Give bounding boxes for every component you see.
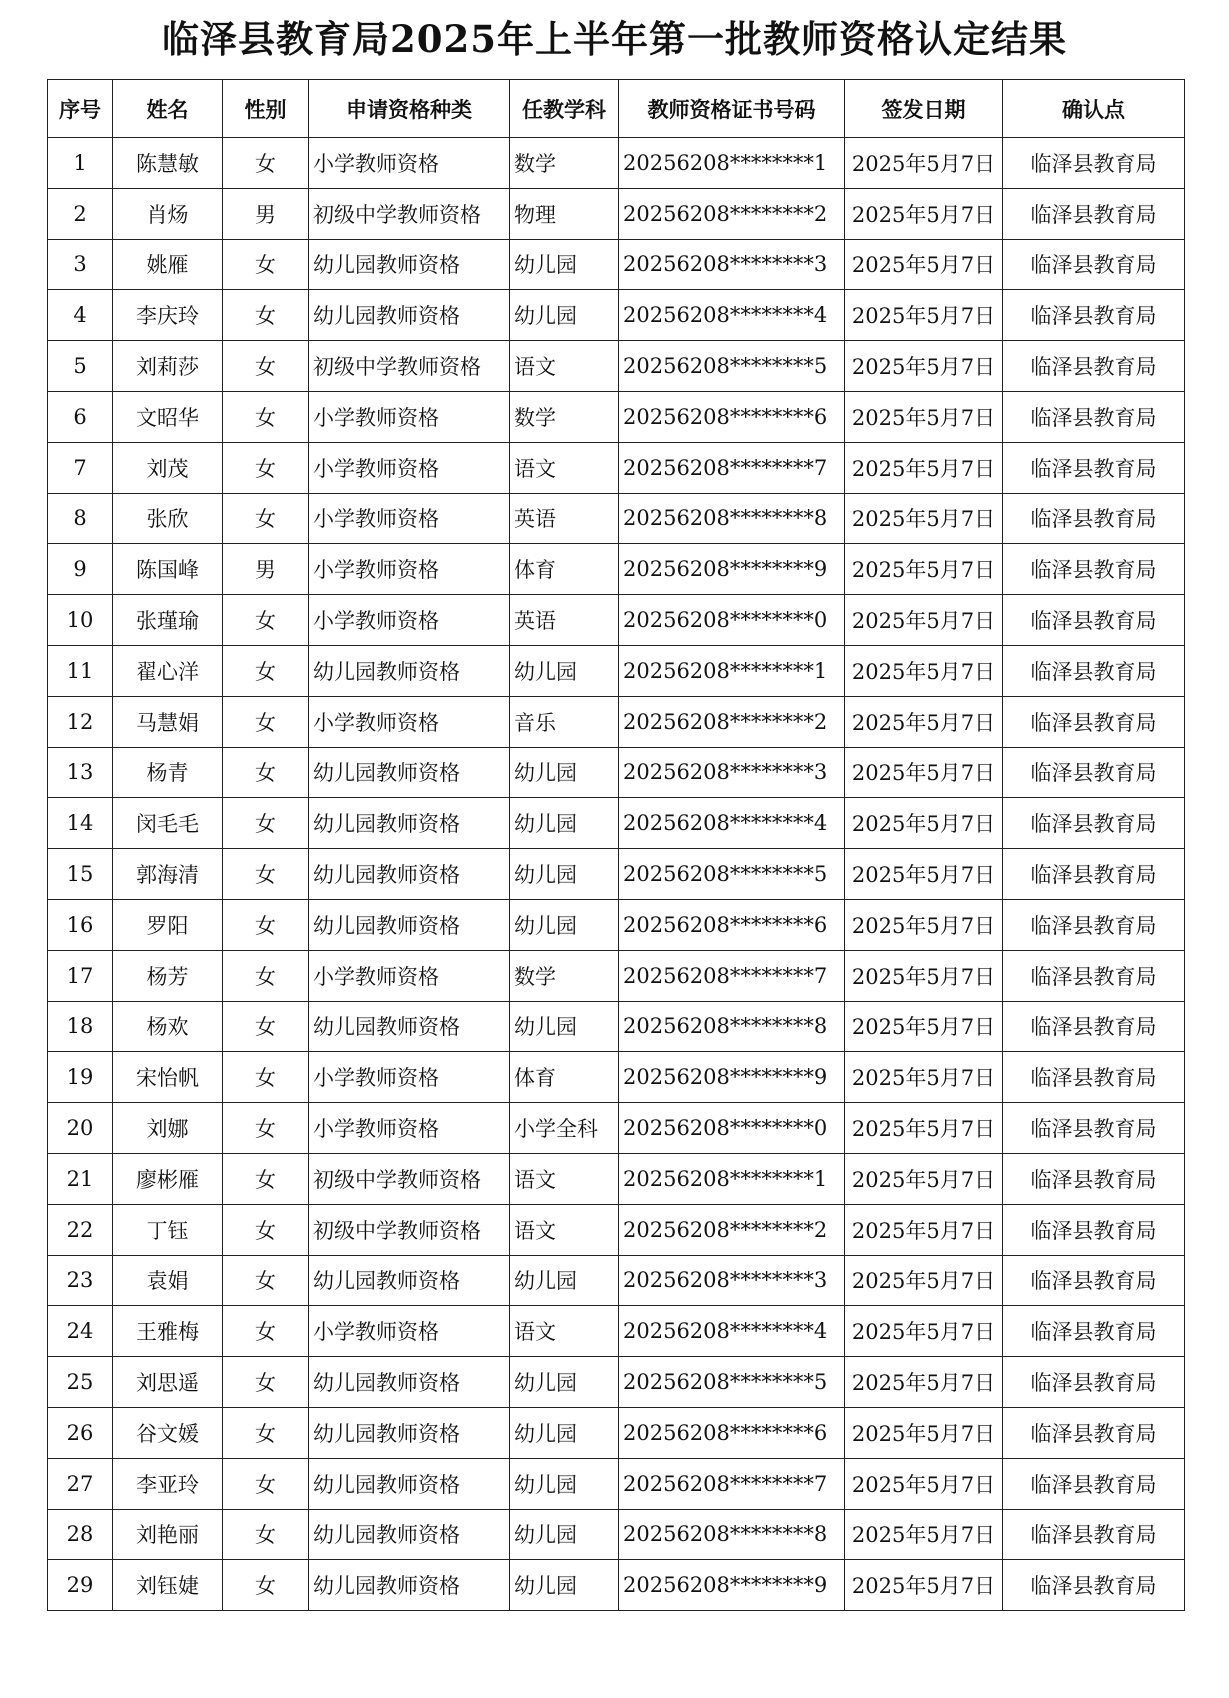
gender-cell: 男	[223, 544, 309, 595]
gender-cell: 女	[223, 1407, 309, 1458]
certificate-number-cell: 20256208********9	[619, 1560, 845, 1611]
column-header-issue-date: 签发日期	[845, 80, 1003, 138]
table-header	[48, 80, 1185, 138]
certificate-number-cell: 20256208********6	[619, 899, 845, 950]
index-cell: 8	[48, 493, 113, 544]
name-cell: 马慧娟	[113, 696, 223, 747]
confirmation-office-cell: 临泽县教育局	[1003, 1204, 1185, 1255]
gender-cell: 女	[223, 950, 309, 1001]
table-row	[48, 1560, 1185, 1611]
subject-cell: 幼儿园	[510, 645, 619, 696]
issue-date-cell: 2025年5月7日	[845, 188, 1003, 239]
name-cell: 刘思遥	[113, 1357, 223, 1408]
subject-cell: 幼儿园	[510, 290, 619, 341]
certificate-number-cell: 20256208********8	[619, 493, 845, 544]
confirmation-office-cell: 临泽县教育局	[1003, 747, 1185, 798]
results-table	[47, 79, 1185, 1611]
qualification-type-cell: 幼儿园教师资格	[309, 1509, 510, 1560]
issue-date-cell: 2025年5月7日	[845, 899, 1003, 950]
name-cell: 郭海清	[113, 849, 223, 900]
certificate-number-cell: 20256208********5	[619, 1357, 845, 1408]
index-cell: 11	[48, 645, 113, 696]
qualification-type-cell: 幼儿园教师资格	[309, 290, 510, 341]
confirmation-office-cell: 临泽县教育局	[1003, 1001, 1185, 1052]
index-cell: 6	[48, 391, 113, 442]
index-cell: 18	[48, 1001, 113, 1052]
gender-cell: 女	[223, 1204, 309, 1255]
column-header-index: 序号	[48, 80, 113, 138]
subject-cell: 小学全科	[510, 1103, 619, 1154]
confirmation-office-cell: 临泽县教育局	[1003, 1255, 1185, 1306]
certificate-number-cell: 20256208********7	[619, 442, 845, 493]
table-row	[48, 1407, 1185, 1458]
name-cell: 谷文媛	[113, 1407, 223, 1458]
gender-cell: 女	[223, 341, 309, 392]
qualification-type-cell: 幼儿园教师资格	[309, 1357, 510, 1408]
column-header-qualification-type: 申请资格种类	[309, 80, 510, 138]
index-cell: 9	[48, 544, 113, 595]
gender-cell: 女	[223, 645, 309, 696]
name-cell: 张瑾瑜	[113, 595, 223, 646]
confirmation-office-cell: 临泽县教育局	[1003, 1103, 1185, 1154]
subject-cell: 幼儿园	[510, 1560, 619, 1611]
index-cell: 22	[48, 1204, 113, 1255]
name-cell: 杨欢	[113, 1001, 223, 1052]
table-row	[48, 1001, 1185, 1052]
issue-date-cell: 2025年5月7日	[845, 1001, 1003, 1052]
gender-cell: 女	[223, 595, 309, 646]
confirmation-office-cell: 临泽县教育局	[1003, 1357, 1185, 1408]
certificate-number-cell: 20256208********0	[619, 595, 845, 646]
index-cell: 17	[48, 950, 113, 1001]
subject-cell: 语文	[510, 1204, 619, 1255]
issue-date-cell: 2025年5月7日	[845, 290, 1003, 341]
qualification-type-cell: 小学教师资格	[309, 950, 510, 1001]
gender-cell: 女	[223, 1357, 309, 1408]
table-row	[48, 391, 1185, 442]
issue-date-cell: 2025年5月7日	[845, 1153, 1003, 1204]
issue-date-cell: 2025年5月7日	[845, 1357, 1003, 1408]
gender-cell: 女	[223, 1255, 309, 1306]
certificate-number-cell: 20256208********1	[619, 1153, 845, 1204]
subject-cell: 幼儿园	[510, 747, 619, 798]
gender-cell: 女	[223, 1509, 309, 1560]
table-row	[48, 747, 1185, 798]
confirmation-office-cell: 临泽县教育局	[1003, 391, 1185, 442]
index-cell: 5	[48, 341, 113, 392]
subject-cell: 幼儿园	[510, 849, 619, 900]
name-cell: 肖炀	[113, 188, 223, 239]
table-body	[48, 138, 1185, 1611]
issue-date-cell: 2025年5月7日	[845, 442, 1003, 493]
issue-date-cell: 2025年5月7日	[845, 138, 1003, 189]
index-cell: 19	[48, 1052, 113, 1103]
subject-cell: 幼儿园	[510, 1357, 619, 1408]
confirmation-office-cell: 临泽县教育局	[1003, 138, 1185, 189]
table-row	[48, 290, 1185, 341]
certificate-number-cell: 20256208********0	[619, 1103, 845, 1154]
name-cell: 王雅梅	[113, 1306, 223, 1357]
subject-cell: 英语	[510, 595, 619, 646]
certificate-number-cell: 20256208********2	[619, 696, 845, 747]
confirmation-office-cell: 临泽县教育局	[1003, 1407, 1185, 1458]
certificate-number-cell: 20256208********3	[619, 747, 845, 798]
name-cell: 陈慧敏	[113, 138, 223, 189]
qualification-type-cell: 初级中学教师资格	[309, 1204, 510, 1255]
certificate-number-cell: 20256208********8	[619, 1509, 845, 1560]
qualification-type-cell: 小学教师资格	[309, 1103, 510, 1154]
subject-cell: 数学	[510, 950, 619, 1001]
confirmation-office-cell: 临泽县教育局	[1003, 239, 1185, 290]
issue-date-cell: 2025年5月7日	[845, 1509, 1003, 1560]
table-row	[48, 1052, 1185, 1103]
index-cell: 29	[48, 1560, 113, 1611]
gender-cell: 女	[223, 696, 309, 747]
name-cell: 翟心洋	[113, 645, 223, 696]
table-row	[48, 1458, 1185, 1509]
table-row	[48, 798, 1185, 849]
subject-cell: 幼儿园	[510, 239, 619, 290]
confirmation-office-cell: 临泽县教育局	[1003, 645, 1185, 696]
issue-date-cell: 2025年5月7日	[845, 798, 1003, 849]
gender-cell: 女	[223, 1103, 309, 1154]
table-row	[48, 493, 1185, 544]
gender-cell: 女	[223, 391, 309, 442]
table-row	[48, 188, 1185, 239]
index-cell: 1	[48, 138, 113, 189]
index-cell: 14	[48, 798, 113, 849]
certificate-number-cell: 20256208********5	[619, 849, 845, 900]
qualification-type-cell: 幼儿园教师资格	[309, 1458, 510, 1509]
column-header-subject: 任教学科	[510, 80, 619, 138]
gender-cell: 女	[223, 899, 309, 950]
confirmation-office-cell: 临泽县教育局	[1003, 1509, 1185, 1560]
issue-date-cell: 2025年5月7日	[845, 849, 1003, 900]
confirmation-office-cell: 临泽县教育局	[1003, 1052, 1185, 1103]
name-cell: 刘莉莎	[113, 341, 223, 392]
column-header-name: 姓名	[113, 80, 223, 138]
confirmation-office-cell: 临泽县教育局	[1003, 442, 1185, 493]
gender-cell: 女	[223, 747, 309, 798]
confirmation-office-cell: 临泽县教育局	[1003, 290, 1185, 341]
confirmation-office-cell: 临泽县教育局	[1003, 1560, 1185, 1611]
qualification-type-cell: 幼儿园教师资格	[309, 1255, 510, 1306]
qualification-type-cell: 初级中学教师资格	[309, 1153, 510, 1204]
certificate-number-cell: 20256208********6	[619, 1407, 845, 1458]
gender-cell: 女	[223, 798, 309, 849]
column-header-confirmation-office: 确认点	[1003, 80, 1185, 138]
qualification-type-cell: 小学教师资格	[309, 138, 510, 189]
name-cell: 姚雁	[113, 239, 223, 290]
gender-cell: 女	[223, 1001, 309, 1052]
confirmation-office-cell: 临泽县教育局	[1003, 188, 1185, 239]
certificate-number-cell: 20256208********4	[619, 798, 845, 849]
table-row	[48, 1306, 1185, 1357]
qualification-type-cell: 小学教师资格	[309, 1052, 510, 1103]
name-cell: 李庆玲	[113, 290, 223, 341]
qualification-type-cell: 小学教师资格	[309, 1306, 510, 1357]
index-cell: 2	[48, 188, 113, 239]
name-cell: 罗阳	[113, 899, 223, 950]
page-title: 临泽县教育局2025年上半年第一批教师资格认定结果	[162, 17, 1067, 61]
index-cell: 7	[48, 442, 113, 493]
issue-date-cell: 2025年5月7日	[845, 493, 1003, 544]
confirmation-office-cell: 临泽县教育局	[1003, 1153, 1185, 1204]
table-row	[48, 696, 1185, 747]
subject-cell: 体育	[510, 1052, 619, 1103]
issue-date-cell: 2025年5月7日	[845, 391, 1003, 442]
subject-cell: 语文	[510, 442, 619, 493]
table-row	[48, 239, 1185, 290]
confirmation-office-cell: 临泽县教育局	[1003, 493, 1185, 544]
index-cell: 26	[48, 1407, 113, 1458]
confirmation-office-cell: 临泽县教育局	[1003, 595, 1185, 646]
name-cell: 闵毛毛	[113, 798, 223, 849]
qualification-type-cell: 幼儿园教师资格	[309, 645, 510, 696]
name-cell: 文昭华	[113, 391, 223, 442]
certificate-number-cell: 20256208********3	[619, 1255, 845, 1306]
issue-date-cell: 2025年5月7日	[845, 1458, 1003, 1509]
index-cell: 10	[48, 595, 113, 646]
certificate-number-cell: 20256208********2	[619, 1204, 845, 1255]
confirmation-office-cell: 临泽县教育局	[1003, 544, 1185, 595]
gender-cell: 女	[223, 138, 309, 189]
index-cell: 4	[48, 290, 113, 341]
gender-cell: 女	[223, 1560, 309, 1611]
confirmation-office-cell: 临泽县教育局	[1003, 696, 1185, 747]
subject-cell: 物理	[510, 188, 619, 239]
header-row	[48, 80, 1185, 138]
subject-cell: 数学	[510, 138, 619, 189]
qualification-type-cell: 幼儿园教师资格	[309, 1560, 510, 1611]
certificate-number-cell: 20256208********3	[619, 239, 845, 290]
name-cell: 廖彬雁	[113, 1153, 223, 1204]
qualification-type-cell: 初级中学教师资格	[309, 341, 510, 392]
table-row	[48, 1255, 1185, 1306]
name-cell: 陈国峰	[113, 544, 223, 595]
certificate-number-cell: 20256208********1	[619, 645, 845, 696]
qualification-type-cell: 幼儿园教师资格	[309, 1001, 510, 1052]
index-cell: 23	[48, 1255, 113, 1306]
name-cell: 刘茂	[113, 442, 223, 493]
certificate-number-cell: 20256208********9	[619, 1052, 845, 1103]
subject-cell: 数学	[510, 391, 619, 442]
table-row	[48, 1357, 1185, 1408]
column-header-gender: 性别	[223, 80, 309, 138]
index-cell: 27	[48, 1458, 113, 1509]
name-cell: 宋怡帆	[113, 1052, 223, 1103]
table-row	[48, 442, 1185, 493]
issue-date-cell: 2025年5月7日	[845, 239, 1003, 290]
confirmation-office-cell: 临泽县教育局	[1003, 899, 1185, 950]
issue-date-cell: 2025年5月7日	[845, 645, 1003, 696]
index-cell: 3	[48, 239, 113, 290]
subject-cell: 语文	[510, 1306, 619, 1357]
table-row	[48, 1509, 1185, 1560]
name-cell: 杨青	[113, 747, 223, 798]
index-cell: 20	[48, 1103, 113, 1154]
certificate-number-cell: 20256208********5	[619, 341, 845, 392]
qualification-type-cell: 小学教师资格	[309, 595, 510, 646]
column-header-certificate-number: 教师资格证书号码	[619, 80, 845, 138]
table-row	[48, 138, 1185, 189]
issue-date-cell: 2025年5月7日	[845, 1407, 1003, 1458]
issue-date-cell: 2025年5月7日	[845, 595, 1003, 646]
issue-date-cell: 2025年5月7日	[845, 341, 1003, 392]
gender-cell: 女	[223, 1458, 309, 1509]
certificate-number-cell: 20256208********4	[619, 290, 845, 341]
subject-cell: 幼儿园	[510, 899, 619, 950]
issue-date-cell: 2025年5月7日	[845, 950, 1003, 1001]
issue-date-cell: 2025年5月7日	[845, 696, 1003, 747]
gender-cell: 男	[223, 188, 309, 239]
confirmation-office-cell: 临泽县教育局	[1003, 1458, 1185, 1509]
index-cell: 24	[48, 1306, 113, 1357]
qualification-type-cell: 幼儿园教师资格	[309, 899, 510, 950]
gender-cell: 女	[223, 1153, 309, 1204]
qualification-type-cell: 小学教师资格	[309, 544, 510, 595]
issue-date-cell: 2025年5月7日	[845, 1255, 1003, 1306]
name-cell: 刘娜	[113, 1103, 223, 1154]
subject-cell: 幼儿园	[510, 1407, 619, 1458]
qualification-type-cell: 幼儿园教师资格	[309, 1407, 510, 1458]
gender-cell: 女	[223, 239, 309, 290]
issue-date-cell: 2025年5月7日	[845, 544, 1003, 595]
name-cell: 袁娟	[113, 1255, 223, 1306]
subject-cell: 语文	[510, 341, 619, 392]
qualification-type-cell: 小学教师资格	[309, 442, 510, 493]
subject-cell: 幼儿园	[510, 1001, 619, 1052]
table-row	[48, 950, 1185, 1001]
confirmation-office-cell: 临泽县教育局	[1003, 798, 1185, 849]
name-cell: 杨芳	[113, 950, 223, 1001]
qualification-type-cell: 幼儿园教师资格	[309, 798, 510, 849]
gender-cell: 女	[223, 290, 309, 341]
certificate-number-cell: 20256208********9	[619, 544, 845, 595]
certificate-number-cell: 20256208********7	[619, 950, 845, 1001]
index-cell: 13	[48, 747, 113, 798]
certificate-number-cell: 20256208********7	[619, 1458, 845, 1509]
name-cell: 张欣	[113, 493, 223, 544]
subject-cell: 幼儿园	[510, 798, 619, 849]
qualification-type-cell: 幼儿园教师资格	[309, 747, 510, 798]
subject-cell: 英语	[510, 493, 619, 544]
table-row	[48, 849, 1185, 900]
gender-cell: 女	[223, 442, 309, 493]
gender-cell: 女	[223, 1052, 309, 1103]
certificate-number-cell: 20256208********4	[619, 1306, 845, 1357]
table-row	[48, 645, 1185, 696]
subject-cell: 音乐	[510, 696, 619, 747]
table-row	[48, 341, 1185, 392]
subject-cell: 幼儿园	[510, 1458, 619, 1509]
name-cell: 李亚玲	[113, 1458, 223, 1509]
qualification-type-cell: 小学教师资格	[309, 493, 510, 544]
certificate-number-cell: 20256208********2	[619, 188, 845, 239]
index-cell: 21	[48, 1153, 113, 1204]
certificate-number-cell: 20256208********6	[619, 391, 845, 442]
issue-date-cell: 2025年5月7日	[845, 1052, 1003, 1103]
table-row	[48, 899, 1185, 950]
qualification-type-cell: 幼儿园教师资格	[309, 849, 510, 900]
name-cell: 刘艳丽	[113, 1509, 223, 1560]
issue-date-cell: 2025年5月7日	[845, 747, 1003, 798]
certificate-number-cell: 20256208********8	[619, 1001, 845, 1052]
issue-date-cell: 2025年5月7日	[845, 1204, 1003, 1255]
gender-cell: 女	[223, 493, 309, 544]
qualification-type-cell: 初级中学教师资格	[309, 188, 510, 239]
index-cell: 25	[48, 1357, 113, 1408]
index-cell: 16	[48, 899, 113, 950]
issue-date-cell: 2025年5月7日	[845, 1103, 1003, 1154]
confirmation-office-cell: 临泽县教育局	[1003, 1306, 1185, 1357]
confirmation-office-cell: 临泽县教育局	[1003, 950, 1185, 1001]
subject-cell: 幼儿园	[510, 1255, 619, 1306]
index-cell: 28	[48, 1509, 113, 1560]
subject-cell: 体育	[510, 544, 619, 595]
gender-cell: 女	[223, 1306, 309, 1357]
index-cell: 15	[48, 849, 113, 900]
table-row	[48, 595, 1185, 646]
index-cell: 12	[48, 696, 113, 747]
name-cell: 刘钰婕	[113, 1560, 223, 1611]
table-row	[48, 544, 1185, 595]
issue-date-cell: 2025年5月7日	[845, 1306, 1003, 1357]
table-row	[48, 1103, 1185, 1154]
table-row	[48, 1153, 1185, 1204]
table-row	[48, 1204, 1185, 1255]
gender-cell: 女	[223, 849, 309, 900]
certificate-number-cell: 20256208********1	[619, 138, 845, 189]
name-cell: 丁钰	[113, 1204, 223, 1255]
issue-date-cell: 2025年5月7日	[845, 1560, 1003, 1611]
subject-cell: 语文	[510, 1153, 619, 1204]
qualification-type-cell: 幼儿园教师资格	[309, 239, 510, 290]
confirmation-office-cell: 临泽县教育局	[1003, 341, 1185, 392]
qualification-type-cell: 小学教师资格	[309, 391, 510, 442]
subject-cell: 幼儿园	[510, 1509, 619, 1560]
qualification-type-cell: 小学教师资格	[309, 696, 510, 747]
confirmation-office-cell: 临泽县教育局	[1003, 849, 1185, 900]
